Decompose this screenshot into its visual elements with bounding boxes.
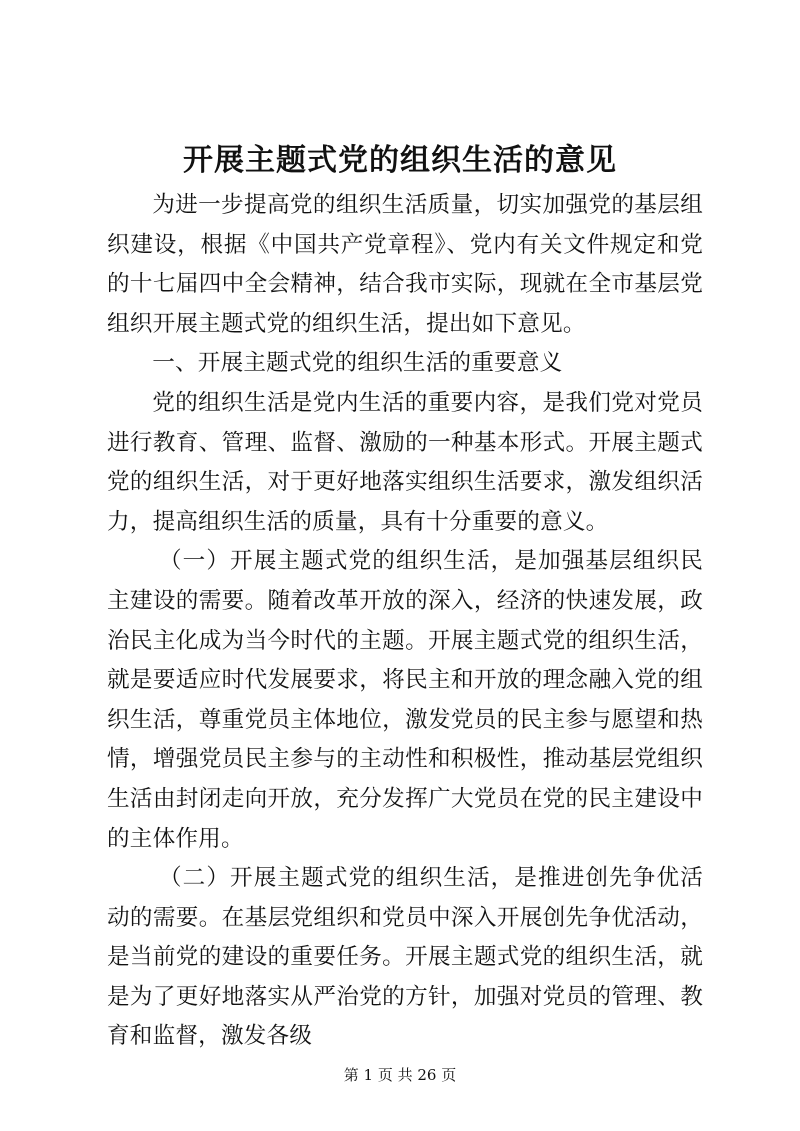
subsection-1-paragraph: （一）开展主题式党的组织生活，是加强基层组织民主建设的需要。随着改革开放的深入，经济的快速发展，政治民主化成为当今时代的主题。开展主题式党的组织生活，就是要适应时代发展要求，将民主和开放的理念融入党的组织生活，尊重党员主体地位，激发党员的民主参与愿望和热情，增强党员民主参与的主动性和积极性，推动基层党组织生活由封闭走向开放，充分发挥广大党员在党的民主建设中的主体作用。 (107, 548, 703, 852)
document-body (107, 186, 703, 1057)
subsection-2-paragraph: （二）开展主题式党的组织生活，是推进创先争优活动的需要。在基层党组织和党员中深入开展创先争优活动，是当前党的建设的重要任务。开展主题式党的组织生活，就是为了更好地落实从严治党的方针，加强对党员的管理、教育和监督，激发各级 (107, 865, 703, 1050)
intro-paragraph: 为进一步提高党的组织生活质量，切实加强党的基层组织建设，根据《中国共产党章程》、党内有关文件规定和党的十七届四中全会精神，结合我市实际，现就在全市基层党组织开展主题式党的组织生活，提出如下意见。 (107, 192, 703, 337)
section-1-paragraph: 党的组织生活是党内生活的重要内容，是我们党对党员进行教育、管理、监督、激励的一种基本形式。开展主题式党的组织生活，对于更好地落实组织生活要求，激发组织活力，提高组织生活的质量，具有十分重要的意义。 (107, 389, 703, 535)
page-number-footer: 第 1 页 共 26 页 (343, 1066, 457, 1084)
document-title: 开展主题式党的组织生活的意见 (183, 143, 617, 178)
section-heading-1: 一、开展主题式党的组织生活的重要意义 (152, 350, 563, 377)
